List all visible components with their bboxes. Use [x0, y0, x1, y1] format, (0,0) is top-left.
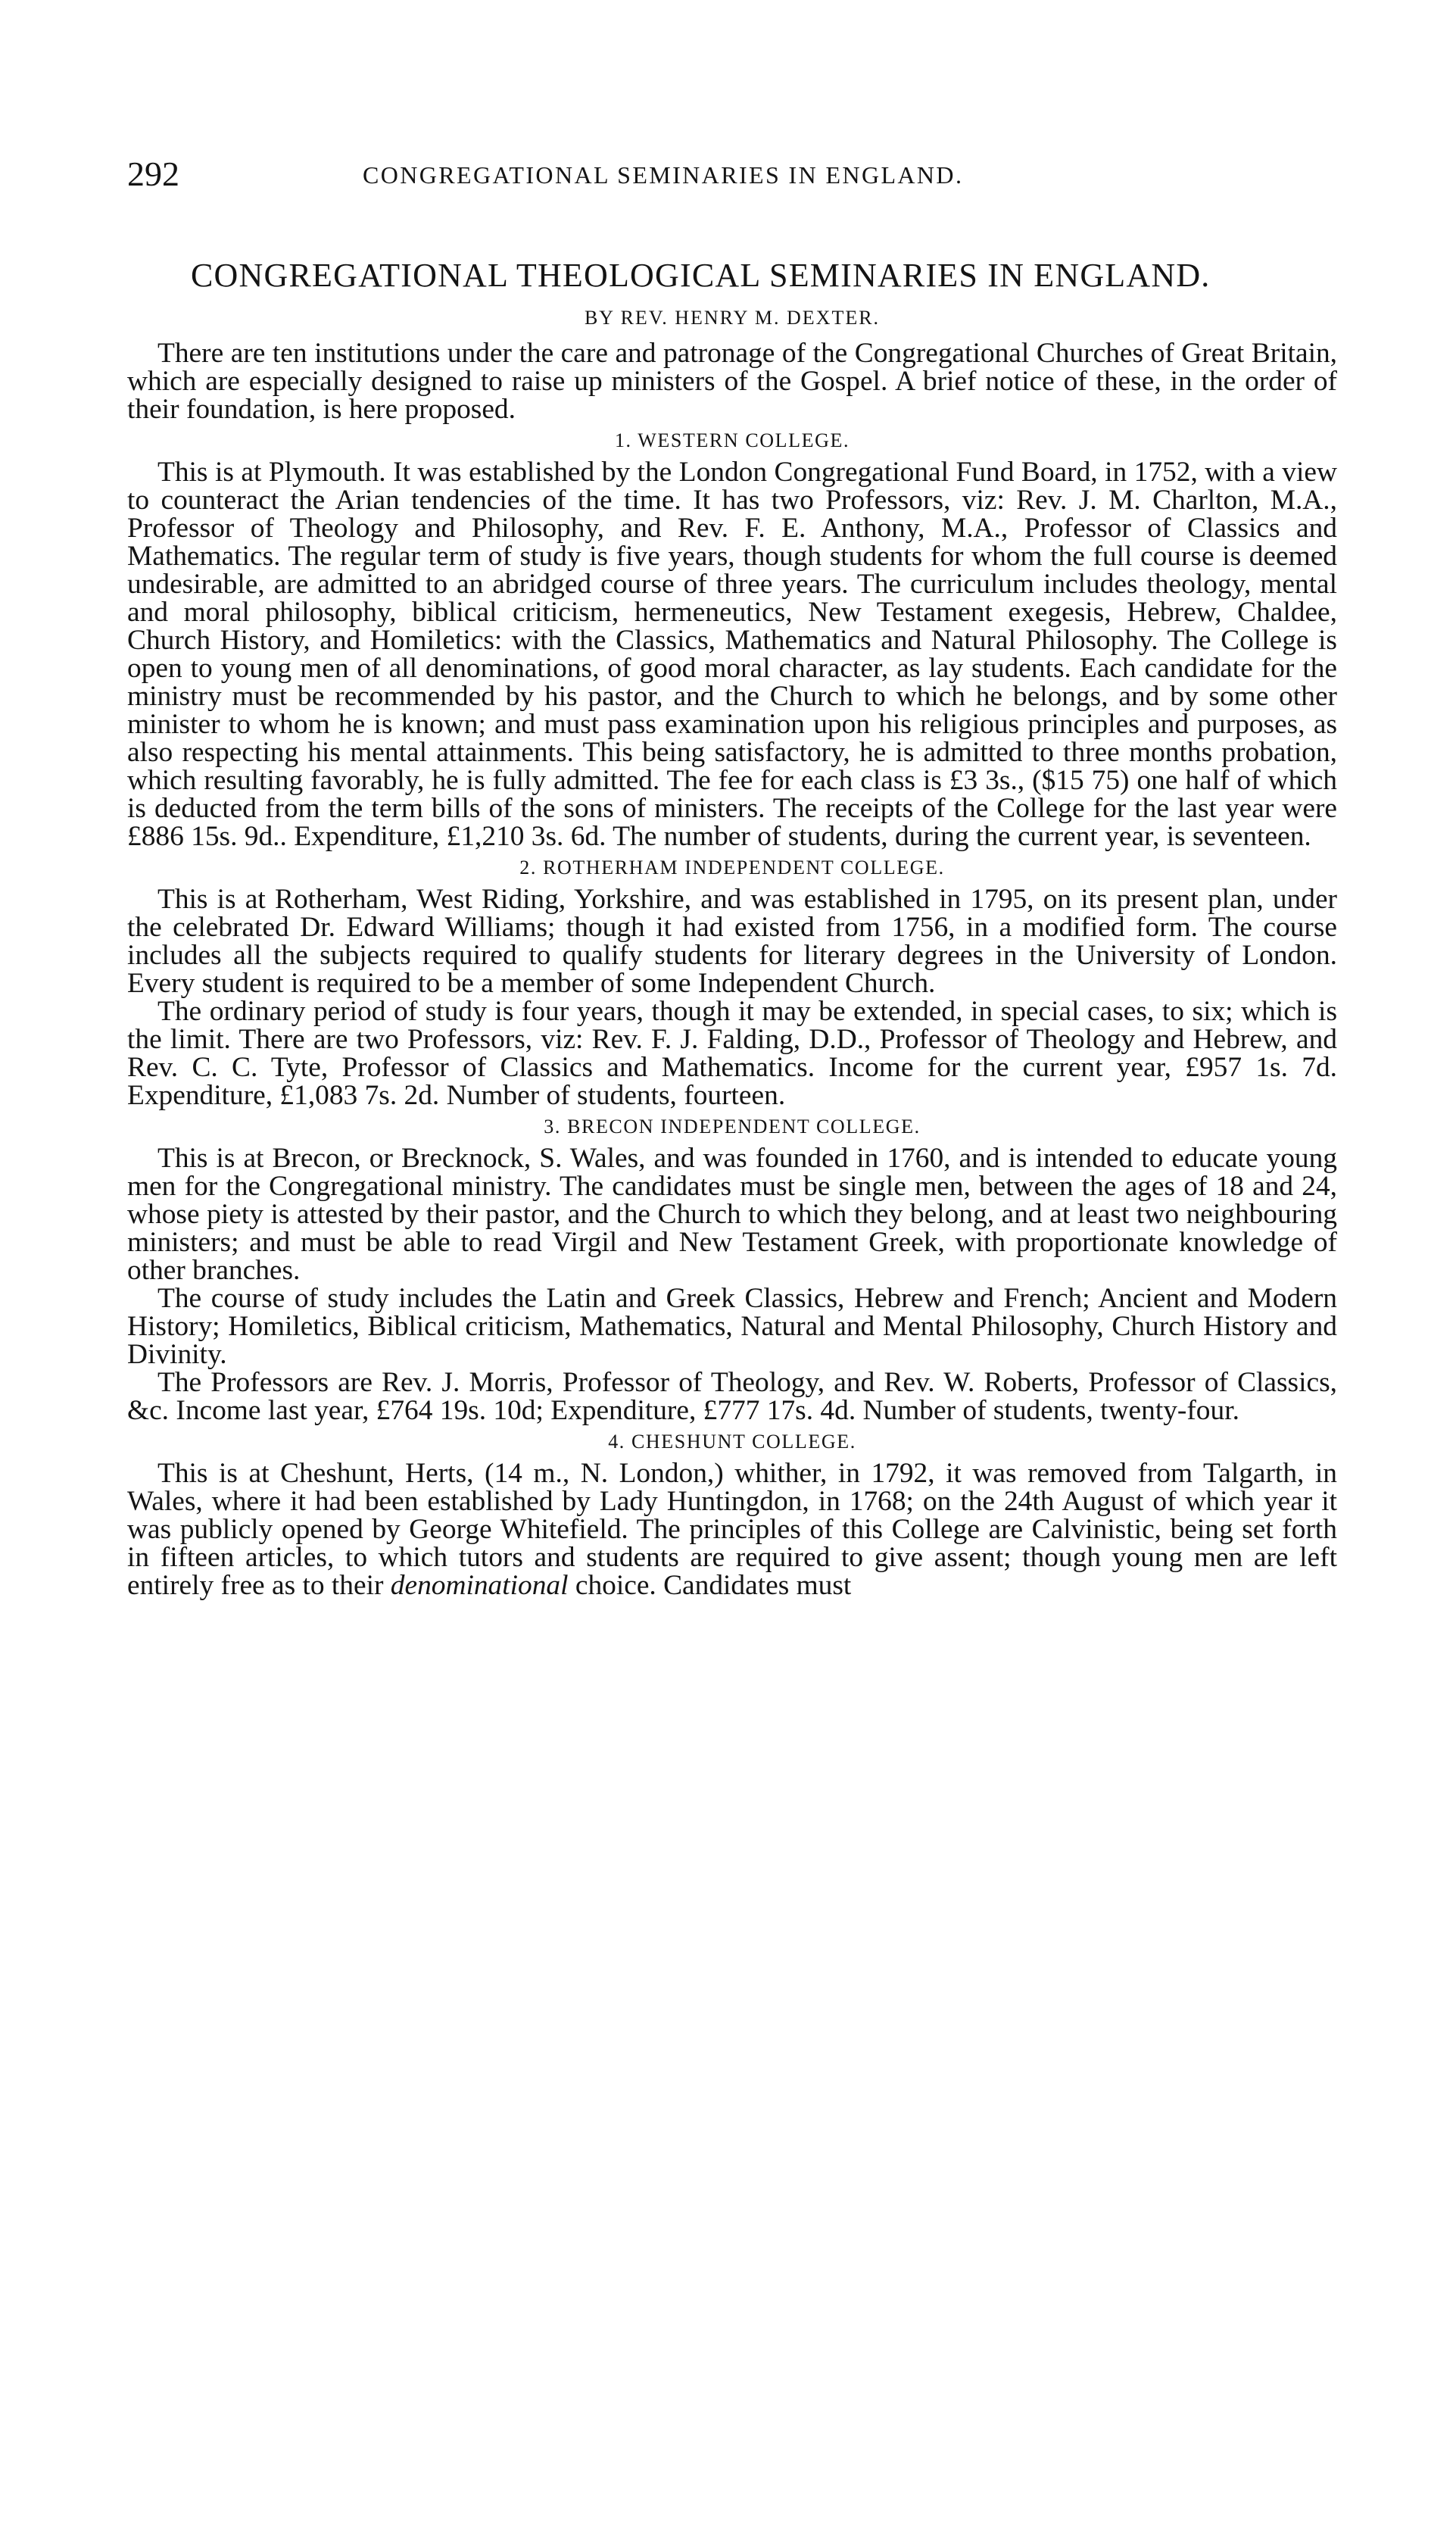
section-paragraph: This is at Brecon, or Brecknock, S. Wales, and was founded in 1760, and is intended to educate young men for the Congregational ministry. The candidates must be single men, between the ages of 18 and 24, whose piety is attested by their pastor, and the Church to which they belong, and at least two neighbouring ministers; and must be able to read Virgil and New Testament Greek, with proportionate knowledge of other branches. — [127, 1143, 1337, 1286]
byline: BY REV. HENRY M. DEXTER. — [584, 307, 881, 329]
section-heading-rotherham-college: 2. ROTHERHAM INDEPENDENT COLLEGE. — [519, 857, 945, 878]
section-heading-brecon-college: 3. BRECON INDEPENDENT COLLEGE. — [544, 1116, 921, 1137]
emphasized-word: denominational — [390, 1570, 569, 1601]
article-body — [127, 339, 1337, 1599]
paragraph-text: This is at Cheshunt, Herts, (14 m., N. London,) whither, in 1792, it was removed from Talgarth, in Wales, where it had been established by Lady Huntingdon, in 1768; on the 24th August of which year it was publicly opened by George Whitefield. The principles of this College are Calvinistic, being set forth in fifteen articles, to which tutors and students are required to give assent; though young men are left entirely free as to their — [127, 1458, 1337, 1601]
document-page — [127, 0, 1337, 2534]
section-heading-western-college: 1. WESTERN COLLEGE. — [614, 429, 850, 451]
section-paragraph: The course of study includes the Latin and Greek Classics, Hebrew and French; Ancient and Modern History; Homiletics, Biblical criticism, Mathematics, Natural and Mental Philosophy, Church History and Divinity. — [127, 1283, 1337, 1370]
section-paragraph — [127, 1459, 1337, 1599]
section-paragraph: The Professors are Rev. J. Morris, Professor of Theology, and Rev. W. Roberts, Professor of Classics, &c. Income last year, £764 19s. 10d; Expenditure, £777 17s. 4d. Number of students, twenty-four. — [127, 1367, 1337, 1426]
intro-paragraph: There are ten institutions under the care and patronage of the Congregational Churches of Great Britain, which are especially designed to raise up ministers of the Gospel. A brief notice of these, in the order of their foundation, is here proposed. — [127, 338, 1337, 425]
page-number: 292 — [127, 154, 179, 193]
running-title: CONGREGATIONAL SEMINARIES IN ENGLAND. — [363, 161, 964, 189]
running-head — [127, 151, 1337, 197]
article-title: CONGREGATIONAL THEOLOGICAL SEMINARIES IN ENGLAND. — [191, 257, 1211, 294]
section-paragraph: The ordinary period of study is four years, though it may be extended, in special cases, to six; which is the limit. There are two Professors, viz: Rev. F. J. Falding, D.D., Professor of Theology and Hebrew, and Rev. C. C. Tyte, Professor of Classics and Mathematics. Income for the current year, £957 1s. 7d. Expenditure, £1,083 7s. 2d. Number of students, fourteen. — [127, 996, 1337, 1111]
section-paragraph: This is at Rotherham, West Riding, Yorkshire, and was established in 1795, on its present plan, under the celebrated Dr. Edward Williams; though it had existed from 1756, in a modified form. The course includes all the subjects required to qualify students for literary degrees in the University of London. Every student is required to be a member of some Independent Church. — [127, 884, 1337, 999]
section-paragraph: This is at Plymouth. It was established by the London Congregational Fund Board, in 1752, with a view to counteract the Arian tendencies of the time. It has two Professors, viz: Rev. J. M. Charlton, M.A., Professor of Theology and Philosophy, and Rev. F. E. Anthony, M.A., Professor of Classics and Mathematics. The regular term of study is five years, though students for whom the full course is deemed undesirable, are admitted to an abridged course of three years. The curriculum includes theology, mental and moral philosophy, biblical criticism, hermeneutics, New Testament exegesis, Hebrew, Chaldee, Church History, and Homiletics: with the Classics, Mathematics and Natural Philosophy. The College is open to young men of all denominations, of good moral character, as lay students. Each candidate for the ministry must be recommended by his pastor, and the Church to which he belongs, and by some other minister to whom he is known; and must pass examination upon his religious principles and purposes, as also respecting his mental attainments. This being satisfactory, he is admitted to three months probation, which resulting favorably, he is fully admitted. The fee for each class is £3 3s., ($15 75) one half of which is deducted from the term bills of the sons of ministers. The receipts of the College for the last year were £886 15s. 9d.. Expenditure, £1,210 3s. 6d. The number of students, during the current year, is seventeen. — [127, 457, 1337, 852]
section-heading-cheshunt-college: 4. CHESHUNT COLLEGE. — [608, 1431, 856, 1453]
paragraph-text: choice. Candidates must — [568, 1570, 852, 1601]
